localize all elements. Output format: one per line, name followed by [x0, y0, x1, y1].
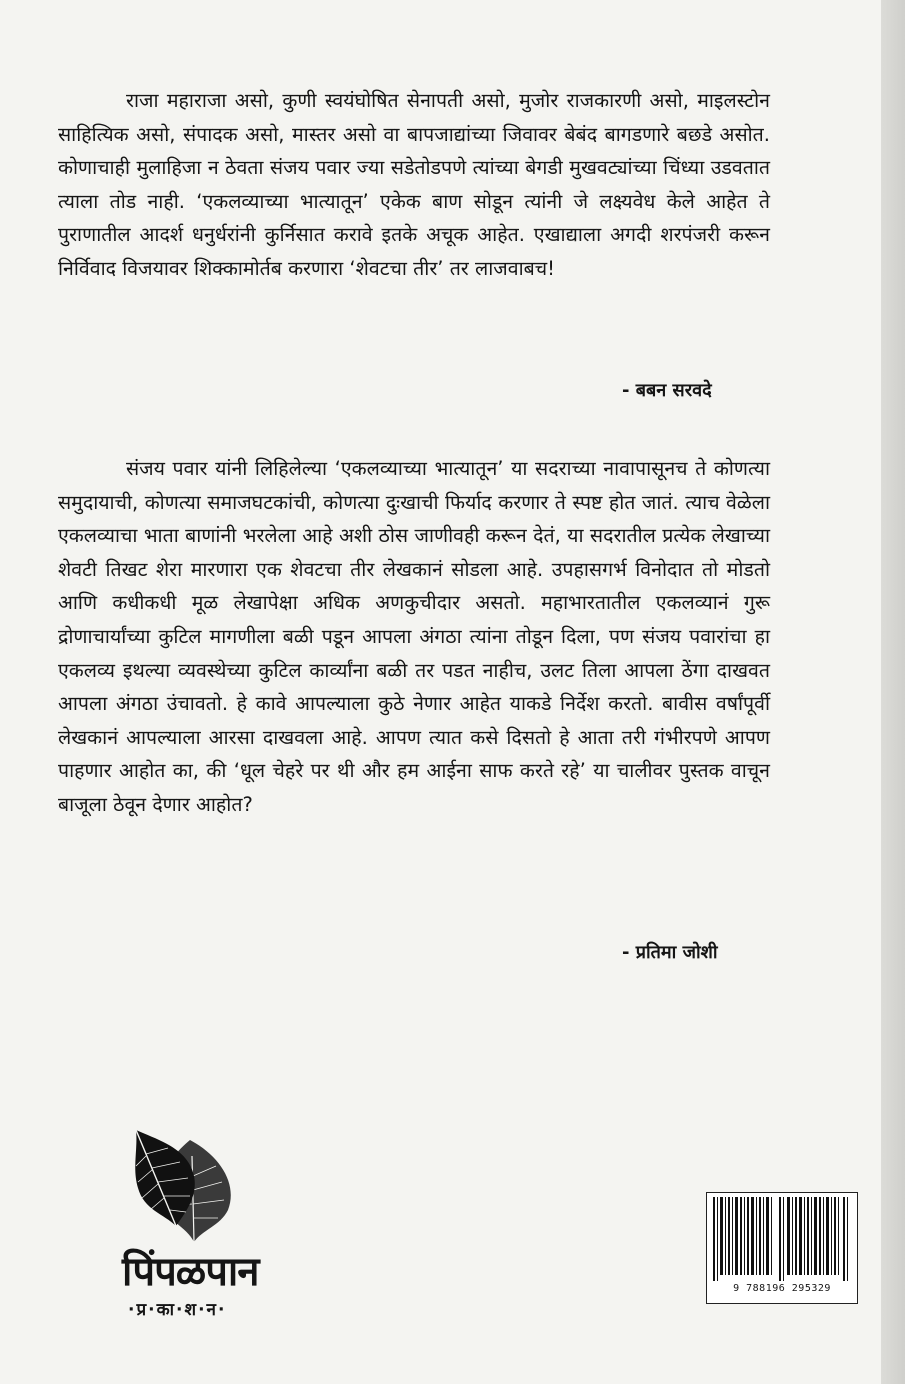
barcode-bars: [711, 1197, 853, 1281]
review-paragraph-2: संजय पवार यांनी लिहिलेल्या ‘एकलव्याच्या भात्यातून’ या सदराच्या नावापासूनच ते कोणत्या समुदायाची, कोणत्या समाजघटकांची, कोणत्या दुःखाची फिर्याद करणार ते स्पष्ट होत जातं. त्याच वेळेला एकलव्याचा भाता बाणांनी भरलेला आहे अशी ठोस जाणीवही करून देतं, या सदरातील प्रत्येक लेखाच्या शेवटी तिखट शेरा मारणारा एक शेवटचा तीर लेखकानं सोडला आहे. उपहासगर्भ विनोदात तो मोडतो आणि कधीकधी मूळ लेखापेक्षा अधिक अणकुचीदार असतो. महाभारतातील एकलव्यानं गुरू द्रोणाचार्यांच्या कुटिल मागणीला बळी पडून आपला अंगठा त्यांना तोडून दिला, पण संजय पवारांचा हा एकलव्य इथल्या व्यवस्थेच्या कुटिल कार्व्यांना बळी तर पडत नाहीच, उलट तिला आपला ठेंगा दाखवत आपला अंगठा उंचावतो. हे कावे आपल्याला कुठे नेणार आहेत याकडे निर्देश करतो. बावीस वर्षांपूर्वी लेखकानं आपल्याला आरसा दाखवला आहे. आपण त्यात कसे दिसतो हे आता तरी गंभीरपणे आपण पाहणार आहोत का, की ‘धूल चेहरे पर थी और हम आईना साफ करते रहे’ या चालीवर पुस्तक वाचून बाजूला ठेवून देणार आहोत?: [58, 457, 770, 816]
publisher-name: पिंपळपान: [122, 1249, 259, 1295]
review-author-1: - बबन सरवदे: [622, 380, 712, 401]
review-paragraph-1: राजा महाराजा असो, कुणी स्वयंघोषित सेनापती असो, मुजोर राजकारणी असो, माइलस्टोन साहित्यिक असो, संपादक असो, मास्तर असो वा बापजाद्यांच्या जिवावर बेबंद बागडणारे बछडे असोत. कोणाचाही मुलाहिजा न ठेवता संजय पवार ज्या सडेतोडपणे त्यांच्या बेगडी मुखवट्यांच्या चिंध्या उडवतात त्याला तोड नाही. ‘एकलव्याच्या भात्यातून’ एकेक बाण सोडून त्यांनी जे लक्ष्यवेध केले आहेत ते पुराणातील आदर्श धनुर्धरांनी कुर्निसात करावे इतके अचूक आहेत. एखाद्याला अगदी शरपंजरी करून निर्विवाद विजयावर शिक्कामोर्तब करणारा ‘शेवटचा तीर’ तर लाजवाबच!: [58, 89, 770, 280]
review-author-2: - प्रतिमा जोशी: [622, 942, 718, 963]
publisher-tagline: ·प्र·का·श·न·: [128, 1300, 227, 1320]
isbn-barcode: [706, 1192, 858, 1304]
book-spine-edge: [881, 0, 905, 1384]
isbn-number: 9 788196 295329: [733, 1283, 831, 1294]
peepal-leaf-icon: [128, 1126, 248, 1244]
